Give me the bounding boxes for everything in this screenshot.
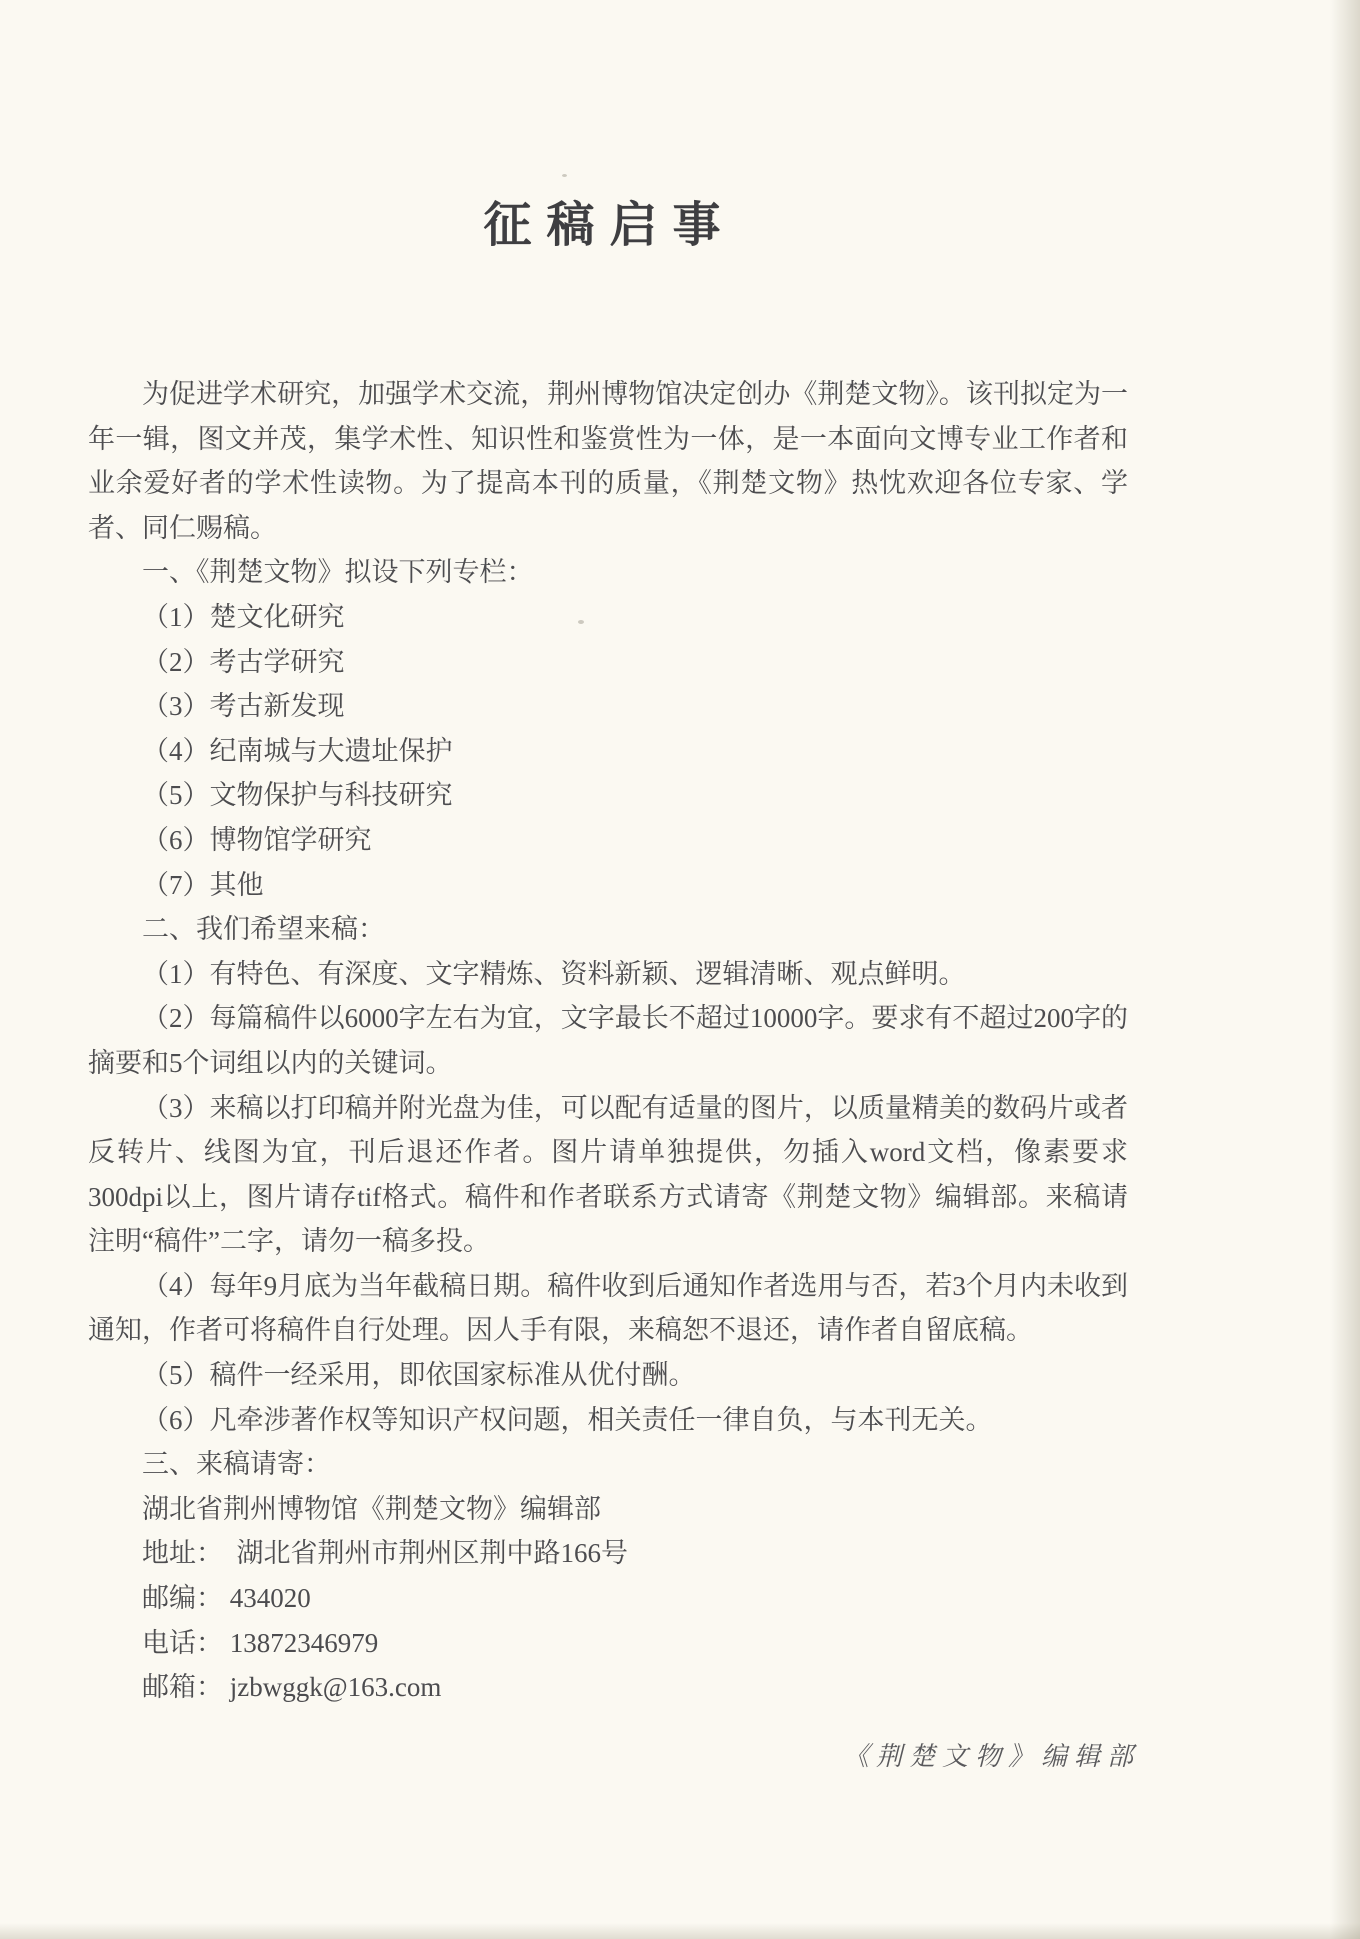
intro-paragraph: 为促进学术研究，加强学术交流，荆州博物馆决定创办《荆楚文物》。该刊拟定为一年一辑，图文并茂，集学术性、知识性和鉴赏性为一体，是一本面向文博专业工作者和业余爱好者的学术性读物。为了提高本刊的质量，《荆楚文物》热忱欢迎各位专家、学者、同仁赐稿。	[88, 379, 1128, 543]
mailing-addressee: 湖北省荆州博物馆《荆楚文物》编辑部	[142, 1493, 601, 1524]
paper-speck	[562, 174, 567, 177]
column-item-1: （1）楚文化研究	[142, 601, 345, 632]
scan-edge-shadow-right	[1330, 0, 1360, 1939]
requirement-item-3: （3）来稿以打印稿并附光盘为佳，可以配有适量的图片，以质量精美的数码片或者反转片、线图为宜，刊后退还作者。图片请单独提供，勿插入word文档，像素要求300dpi以上，图片请存tif格式。稿件和作者联系方式请寄《荆楚文物》编辑部。来稿请注明“稿件”二字，请勿一稿多投。	[88, 1092, 1128, 1257]
section3-heading: 三、来稿请寄：	[142, 1449, 331, 1480]
requirement-item-4: （4）每年9月底为当年截稿日期。稿件收到后通知作者选用与否，若3个月内未收到通知，作者可将稿件自行处理。因人手有限，来稿恕不退还，请作者自留底稿。	[88, 1270, 1128, 1346]
requirement-item-2: （2）每篇稿件以6000字左右为宜，文字最长不超过10000字。要求有不超过200字的摘要和5个词组以内的关键词。	[88, 1003, 1128, 1078]
paper-speck	[578, 620, 584, 624]
column-item-2: （2）考古学研究	[142, 646, 345, 677]
column-item-5: （5）文物保护与科技研究	[142, 780, 453, 811]
signature: 《荆楚文物》编辑部	[842, 1741, 1140, 1771]
section1-heading: 一、《荆楚文物》拟设下列专栏：	[142, 557, 534, 588]
column-item-4: （4）纪南城与大遗址保护	[142, 735, 453, 766]
section2-heading: 二、我们希望来稿：	[142, 914, 385, 945]
requirement-item-5: （5）稿件一经采用，即依国家标准从优付酬。	[142, 1360, 696, 1391]
column-item-7: （7）其他	[142, 869, 264, 900]
requirement-item-1: （1）有特色、有深度、文字精炼、资料新颖、逻辑清晰、观点鲜明。	[142, 958, 966, 989]
requirement-item-6: （6）凡牵涉著作权等知识产权问题，相关责任一律自负，与本刊无关。	[142, 1404, 993, 1435]
column-item-6: （6）博物馆学研究	[142, 824, 372, 855]
postcode-line: 邮编： 434020	[142, 1583, 311, 1614]
column-item-3: （3）考古新发现	[142, 691, 345, 722]
page-title: 征稿启事	[483, 199, 736, 252]
address-line: 地址： 湖北省荆州市荆州区荆中路166号	[142, 1538, 628, 1569]
notice-body	[88, 372, 1128, 1710]
phone-line: 电话： 13872346979	[142, 1627, 379, 1658]
email-line: 邮箱： jzbwggk@163.com	[142, 1672, 442, 1703]
scan-edge-shadow-bottom	[0, 1923, 1360, 1939]
